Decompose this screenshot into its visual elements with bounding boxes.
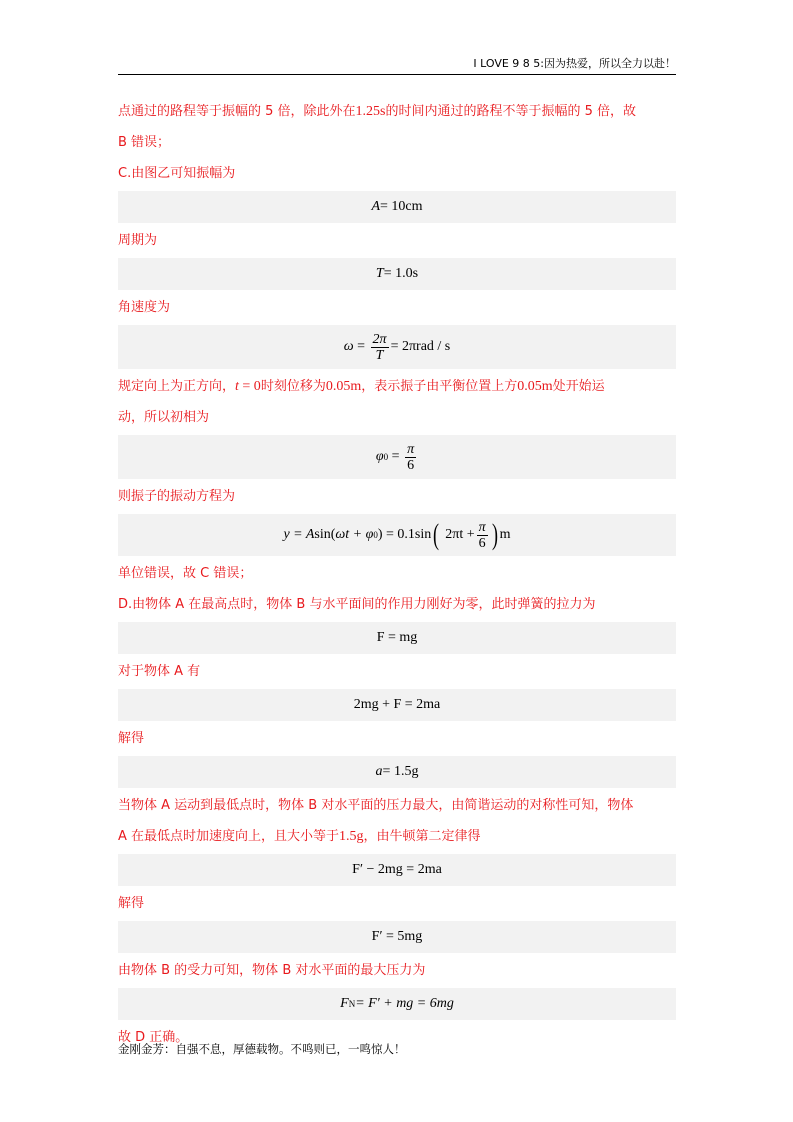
header-text: I LOVE 9 8 5:因为热爱，所以全力以赴！: [473, 57, 676, 70]
paragraph: 解得: [118, 731, 145, 746]
math-text: = F′ + mg = 6mg: [355, 996, 454, 1011]
footer-text: 金刚金芳：自强不息，厚德载物。不鸣则已，一鸣惊人！: [118, 1042, 406, 1056]
solution-content: [118, 96, 676, 1053]
paragraph: 对于物体 A 有: [118, 664, 201, 679]
paragraph: C.由图乙可知振幅为: [118, 166, 236, 181]
numerator: 2π: [372, 331, 387, 347]
text: 的时间内通过的路程不等于振幅的 5 倍，故: [385, 104, 637, 119]
numerator: π: [407, 441, 415, 457]
math-inline: = 0: [238, 379, 261, 394]
math-var: F: [340, 996, 349, 1011]
equation-vibration: y = A sin( ωt + φ 0 ) = 0.1sin ( 2πt + $\frac{\pi}{6}$ ) m: [118, 514, 676, 556]
subscript: 0: [383, 452, 389, 462]
paragraph: 故 D 正确。: [118, 1030, 189, 1045]
math-text: = 1.5g: [382, 764, 419, 779]
text: 处开始运: [552, 379, 605, 394]
math-inline: 0.05m: [517, 379, 553, 394]
paragraph: 当物体 A 运动到最低点时，物体 B 对水平面的压力最大，由简谐运动的对称性可知，物体: [118, 798, 634, 813]
subscript: 0: [373, 530, 378, 540]
equation-amplitude: [118, 191, 676, 223]
paragraph: 角速度为: [118, 300, 171, 315]
math-var: ω: [343, 339, 354, 354]
equation-angular-velocity: ω = $\frac{2\pi}{T}$ = 2πrad / s: [118, 325, 676, 369]
subscript: N: [348, 999, 356, 1009]
page-header: [118, 56, 676, 75]
denominator: 6: [478, 535, 486, 551]
paragraph: [118, 371, 676, 402]
math-text: = 1.0s: [383, 266, 419, 281]
equation-normal-force: [118, 988, 676, 1020]
equation-acceleration: [118, 756, 676, 788]
math-var: y = A: [283, 527, 315, 542]
fraction: [371, 332, 389, 363]
denominator: 6: [407, 457, 415, 473]
math-inline: 1.5g: [339, 829, 364, 844]
math-var: ωt + φ: [335, 527, 374, 542]
fraction: [477, 520, 488, 551]
equation-force: F = mg: [118, 622, 676, 654]
page-footer: [118, 1041, 406, 1057]
text: ，表示振子由平衡位置上方: [361, 379, 518, 394]
numerator: π: [478, 519, 486, 535]
paragraph: D.由物体 A 在最高点时，物体 B 与水平面间的作用力刚好为零，此时弹簧的拉力为: [118, 597, 596, 612]
math-inline: 0.05m: [325, 379, 362, 394]
equation-newton-lowest: F′ − 2mg = 2ma: [118, 854, 676, 886]
math-var: a: [375, 764, 383, 779]
equation-initial-phase: φ 0 = $\frac{\pi}{6}$: [118, 435, 676, 479]
math-var: T: [375, 266, 384, 281]
math-inline: 1.25s: [355, 104, 386, 119]
text: 点通过的路程等于振幅的 5 倍，除此外在: [118, 104, 356, 119]
math-text: = 10cm: [380, 199, 423, 214]
text: 规定向上为正方向，: [118, 379, 236, 394]
text: A 在最低点时加速度向上，且大小等于: [118, 829, 340, 844]
paragraph: 动，所以初相为: [118, 410, 210, 425]
math-text: 2πt +: [445, 527, 475, 542]
text: 时刻位移为: [260, 379, 326, 394]
paragraph: [118, 96, 676, 127]
paragraph: 则振子的振动方程为: [118, 489, 236, 504]
paragraph: 周期为: [118, 233, 158, 248]
math-text: = 2πrad / s: [390, 339, 451, 354]
equation-period: [118, 258, 676, 290]
paragraph: 由物体 B 的受力可知，物体 B 对水平面的最大压力为: [118, 963, 426, 978]
paragraph: 解得: [118, 896, 145, 911]
math-var: t: [235, 379, 239, 394]
paragraph: 单位错误，故 C 错误；: [118, 566, 253, 581]
text: ，由牛顿第二定律得: [363, 829, 481, 844]
fraction: [405, 442, 416, 473]
math-text: m: [499, 527, 511, 542]
math-text: ) = 0.1sin: [377, 527, 432, 542]
math-var: A: [371, 199, 381, 214]
math-text: sin(: [314, 527, 336, 542]
equation-newton-a: 2mg + F = 2ma: [118, 689, 676, 721]
denominator: T: [375, 347, 384, 363]
math-var: φ: [375, 449, 384, 464]
paragraph: [118, 821, 676, 852]
equation-spring-force: F′ = 5mg: [118, 921, 676, 953]
paragraph: B 错误；: [118, 135, 171, 150]
